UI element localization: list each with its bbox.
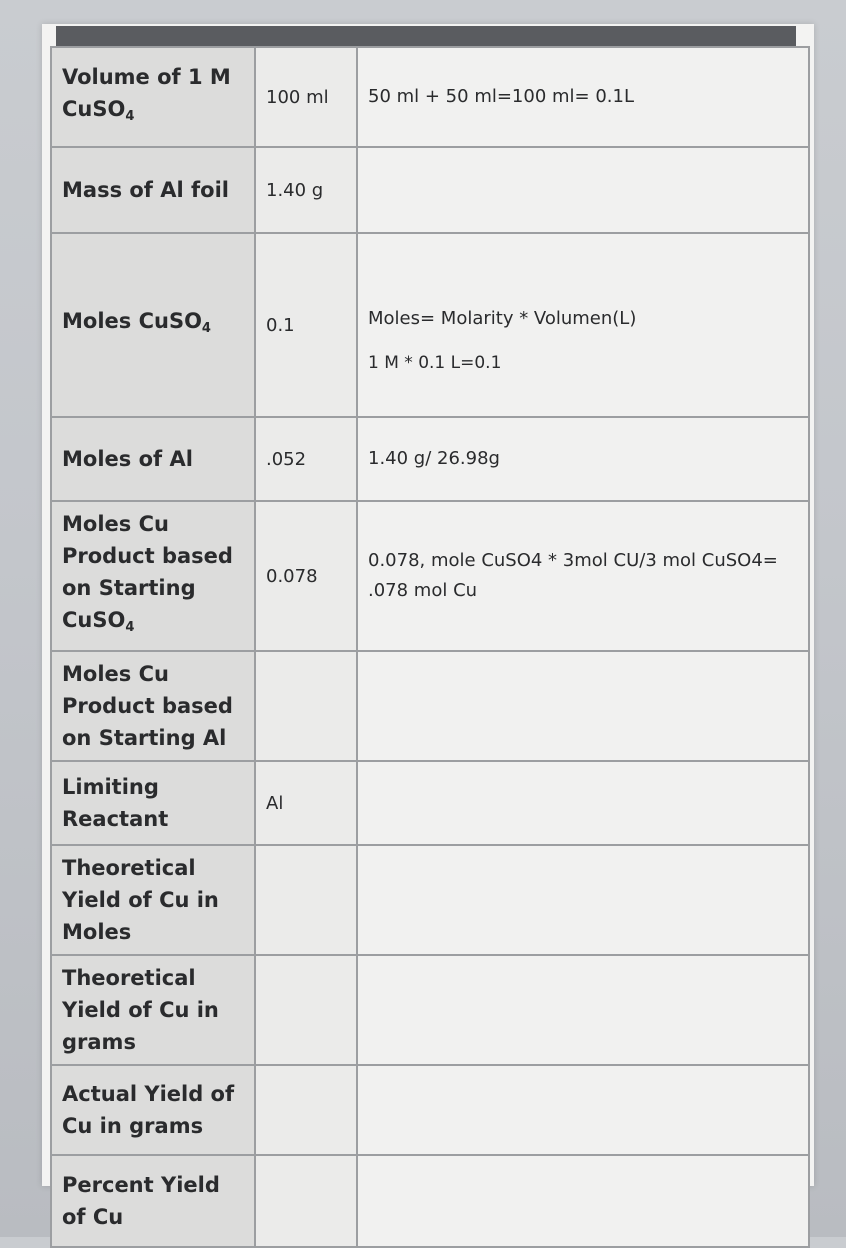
row-value: Al: [255, 761, 357, 845]
row-value: [255, 651, 357, 761]
table-row: [51, 1155, 809, 1247]
row-label: Moles CuSO$_4$: [51, 233, 255, 417]
row-work: Moles= Molarity * Volumen(L) 1 M * 0.1 L=0.1: [357, 233, 809, 417]
table-row: [51, 845, 809, 955]
row-work: [357, 1065, 809, 1155]
row-work: [357, 651, 809, 761]
table-row: [51, 147, 809, 233]
worksheet-paper: [42, 24, 814, 1229]
table-row: [51, 417, 809, 501]
row-label: Theoretical Yield of Cu in grams: [51, 955, 255, 1065]
row-label: Moles Cu Product based on Starting CuSO$_4$: [51, 501, 255, 651]
row-label: Moles Cu Product based on Starting Al: [51, 651, 255, 761]
row-label: Limiting Reactant: [51, 761, 255, 845]
row-label: Mass of Al foil: [51, 147, 255, 233]
row-label: Percent Yield of Cu: [51, 1155, 255, 1247]
row-value: 1.40 g: [255, 147, 357, 233]
table-header-bar: [56, 26, 796, 48]
row-value: 0.1: [255, 233, 357, 417]
row-label: Actual Yield of Cu in grams: [51, 1065, 255, 1155]
row-value: [255, 845, 357, 955]
table-row: [51, 761, 809, 845]
row-label: Theoretical Yield of Cu in Moles: [51, 845, 255, 955]
table-row: [51, 501, 809, 651]
table-row: [51, 47, 809, 147]
row-value: 100 ml: [255, 47, 357, 147]
table-row: [51, 233, 809, 417]
row-work: [357, 761, 809, 845]
row-value: [255, 955, 357, 1065]
table-body: [51, 47, 809, 1247]
row-work: 0.078, mole CuSO4 * 3mol CU/3 mol CuSO4= .078 mol Cu: [357, 501, 809, 651]
row-label: Volume of 1 M CuSO$_4$: [51, 47, 255, 147]
row-value: [255, 1155, 357, 1247]
row-value: [255, 1065, 357, 1155]
table-row: [51, 1065, 809, 1155]
row-work: [357, 845, 809, 955]
row-label: Moles of Al: [51, 417, 255, 501]
row-value: .052: [255, 417, 357, 501]
stoichiometry-table: [50, 46, 810, 1248]
table-row: [51, 651, 809, 761]
row-work: [357, 1155, 809, 1247]
table-row: [51, 955, 809, 1065]
row-work: [357, 147, 809, 233]
row-work: 1.40 g/ 26.98g: [357, 417, 809, 501]
row-work: [357, 955, 809, 1065]
row-value: 0.078: [255, 501, 357, 651]
row-work: 50 ml + 50 ml=100 ml= 0.1L: [357, 47, 809, 147]
